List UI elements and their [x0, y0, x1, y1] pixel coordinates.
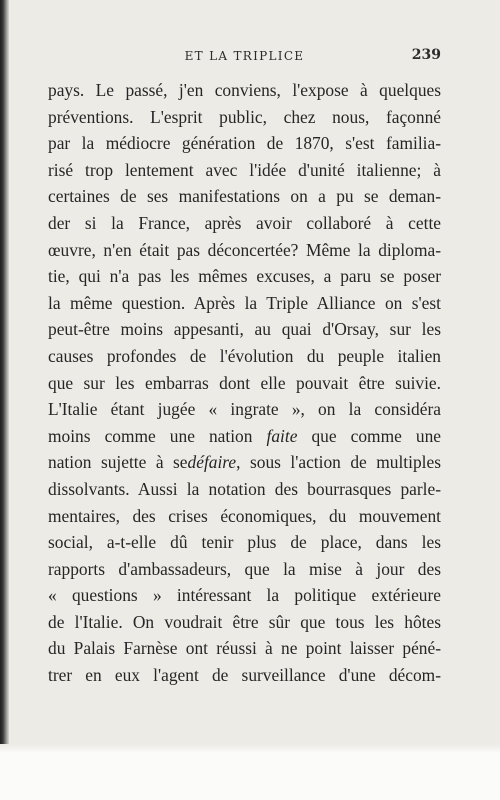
text-segment: moins comme une nation — [48, 425, 253, 446]
text-line: tie, qui n'a pas les mêmes excuses, a paru se poser — [48, 266, 441, 287]
text-line: certaines de ses manifestations on a pu se deman- — [48, 186, 441, 207]
text-segment: nation sujette à se — [48, 452, 188, 473]
text-line: de l'Italie. On voudrait être sûr que tous les hôtes — [48, 611, 441, 632]
text-line: social, a-t-elle dû tenir plus de place, dans les — [48, 532, 441, 553]
page-binding-edge — [0, 0, 9, 760]
text-line: dissolvants. Aussi la notation des bourrasques parle- — [48, 478, 441, 499]
text-line: œuvre, n'en était pas déconcertée? Même la diploma- — [48, 239, 441, 260]
text-line: der si la France, après avoir collaboré à cette — [48, 212, 441, 233]
running-title: ET LA TRIPLICE — [184, 49, 305, 63]
text-line: causes profondes de l'évolution du peuple italien — [48, 345, 441, 366]
text-line: L'Italie étant jugée « ingrate », on la considéra — [48, 399, 441, 420]
text-line: trer en eux l'agent de surveillance d'une décom- — [48, 665, 441, 686]
text-line: préventions. L'esprit public, chez nous, façonné — [48, 106, 441, 127]
text-segment: , sous l'action de multiples — [236, 452, 441, 473]
text-line: « questions » intéressant la politique extérieure — [48, 585, 441, 606]
text-line: rapports d'ambassadeurs, que la mise à jour des — [48, 558, 441, 579]
text-line-with-italic — [48, 449, 441, 476]
text-segment: que comme une — [311, 425, 441, 446]
scan-bottom-margin — [0, 752, 500, 800]
text-line: pays. Le passé, j'en conviens, l'expose à quelques — [48, 80, 441, 100]
page-number: 239 — [411, 47, 441, 63]
text-line: du Palais Farnèse ont réussi à ne point laisser péné- — [48, 638, 441, 659]
italic-word: faite — [266, 425, 298, 446]
running-header — [48, 47, 441, 67]
text-line: que sur les embarras dont elle pouvait être suivie. — [48, 372, 441, 393]
body-text — [48, 77, 441, 689]
text-line: risé trop lentement avec l'idée d'unité italienne; à — [48, 159, 441, 180]
text-line: la même question. Après la Triple Alliance on s'est — [48, 292, 441, 313]
text-line: mentaires, des crises économiques, du mouvement — [48, 505, 441, 526]
text-line-with-italic — [48, 423, 441, 450]
text-line: peut-être moins appesanti, au quai d'Orsay, sur les — [48, 319, 441, 340]
text-line: par la médiocre génération de 1870, s'est familia- — [48, 133, 441, 154]
italic-word: défaire — [187, 452, 237, 473]
